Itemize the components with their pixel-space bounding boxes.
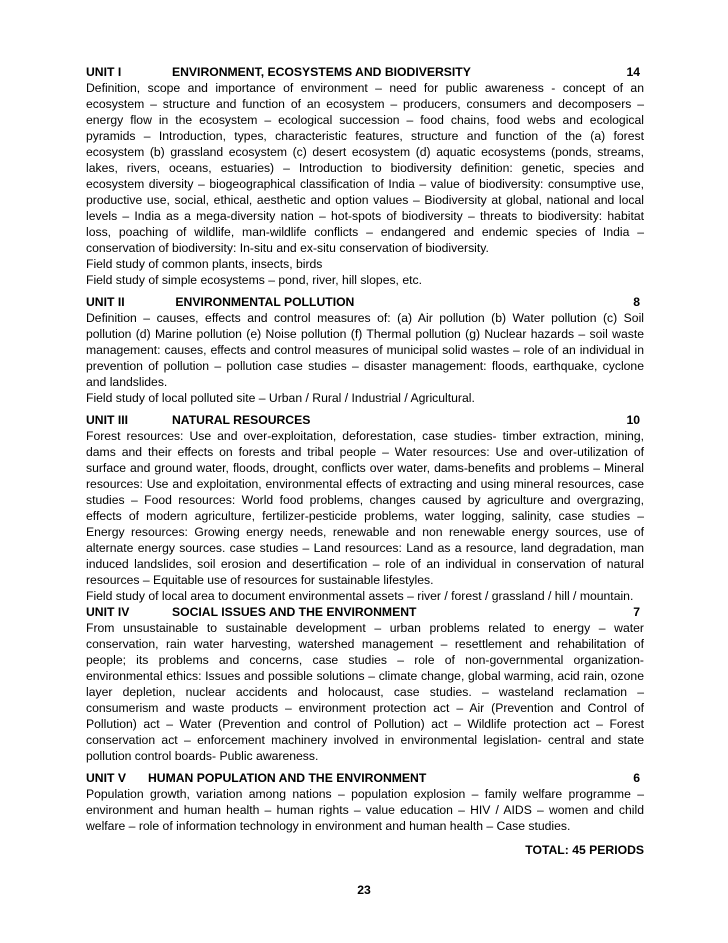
unit-2 xyxy=(86,294,644,406)
unit-title: SOCIAL ISSUES AND THE ENVIRONMENT xyxy=(172,605,417,619)
unit-description: From unsustainable to sustainable development – urban problems related to energy – water conservation, rain water harvesting, watershed management – resettlement and rehabilitation of people; its problems and concerns, case studies – role of non-governmental organization-environmental ethics: Issues and possible solutions – climate change, global warming, acid rain, ozone layer depletion, nuclear accidents and holocaust, case studies. – wasteland reclamation – consumerism and waste products – environment protection act – Air (Prevention and Control of Pollution) act – Water (Prevention and control of Pollution) act – Wildlife protection act – Forest conservation act – enforcement machinery involved in environmental legislation- central and state pollution control boards- Public awareness. xyxy=(86,621,644,763)
unit-number: UNIT IV xyxy=(86,605,130,619)
unit-hours: 10 xyxy=(626,413,640,427)
field-study: Field study of local area to document environmental assets – river / forest / grassland / hill / mountain. xyxy=(86,589,634,603)
unit-hours: 8 xyxy=(633,295,640,309)
unit-hours: 14 xyxy=(626,65,640,79)
field-study: Field study of local polluted site – Urban / Rural / Industrial / Agricultural. xyxy=(86,391,475,405)
unit-3 xyxy=(86,412,644,604)
unit-number: UNIT III xyxy=(86,413,128,427)
unit-heading xyxy=(86,770,644,786)
unit-description: Forest resources: Use and over-exploitation, deforestation, case studies- timber extraction, mining, dams and their effects on forests and tribal people – Water resources: Use and over-utilization of surface and ground water, floods, drought, conflicts over water, dams-benefits and problems – Mineral resources: Use and exploitation, environmental effects of extracting and using mineral resources, case studies – Food resources: World food problems, changes caused by agriculture and overgrazing, effects of modern agriculture, fertilizer-pesticide problems, water logging, salinity, case studies – Energy resources: Growing energy needs, renewable and non renewable energy sources, use of alternate energy sources. case studies – Land resources: Land as a resource, land degradation, man induced landslides, soil erosion and desertification – role of an individual in conservation of natural resources – Equitable use of resources for sustainable lifestyles. xyxy=(86,429,644,587)
unit-description: Definition, scope and importance of environment – need for public awareness - concept of an ecosystem – structure and function of an ecosystem – producers, consumers and decomposers – energy flow in the ecosystem – ecological succession – food chains, food webs and ecological pyramids – Introduction, types, characteristic features, structure and function of the (a) forest ecosystem (b) grassland ecosystem (c) desert ecosystem (d) aquatic ecosystems (ponds, streams, lakes, rivers, oceans, estuaries) – Introduction to biodiversity definition: genetic, species and ecosystem diversity – biogeographical classification of India – value of biodiversity: consumptive use, productive use, social, ethical, aesthetic and option values – Biodiversity at global, national and local levels – India as a mega-diversity nation – hot-spots of biodiversity – threats to biodiversity: habitat loss, poaching of wildlife, man-wildlife conflicts – endangered and endemic species of India – conservation of biodiversity: In-situ and ex-situ conservation of biodiversity. xyxy=(86,81,644,255)
unit-title: NATURAL RESOURCES xyxy=(172,413,311,427)
unit-heading xyxy=(86,604,644,620)
unit-heading xyxy=(86,294,644,310)
unit-number: UNIT II xyxy=(86,295,125,309)
page-number: 23 xyxy=(357,883,371,897)
total-periods: TOTAL: 45 PERIODS xyxy=(525,843,644,857)
unit-4 xyxy=(86,604,644,764)
unit-title: ENVIRONMENT, ECOSYSTEMS AND BIODIVERSITY xyxy=(172,65,471,79)
field-study: Field study of simple ecosystems – pond, river, hill slopes, etc. xyxy=(86,273,422,287)
unit-description: Population growth, variation among nations – population explosion – family welfare programme – environment and human health – human rights – value education – HIV / AIDS – women and child welfare – role of information technology in environment and human health – Case studies. xyxy=(86,787,644,833)
unit-hours: 6 xyxy=(633,771,640,785)
unit-5 xyxy=(86,770,644,834)
unit-number: UNIT I xyxy=(86,65,122,79)
unit-description: Definition – causes, effects and control measures of: (a) Air pollution (b) Water pollution (c) Soil pollution (d) Marine pollution (e) Noise pollution (f) Thermal pollution (g) Nuclear hazards – soil waste management: causes, effects and control measures of municipal solid wastes – role of an individual in prevention of pollution – pollution case studies – disaster management: floods, earthquake, cyclone and landslides. xyxy=(86,311,644,389)
unit-title: HUMAN POPULATION AND THE ENVIRONMENT xyxy=(148,771,427,785)
unit-title: ENVIRONMENTAL POLLUTION xyxy=(172,295,355,309)
unit-heading xyxy=(86,64,644,80)
unit-heading xyxy=(86,412,644,428)
unit-number: UNIT V xyxy=(86,771,126,785)
unit-1 xyxy=(86,64,644,288)
field-study: Field study of common plants, insects, birds xyxy=(86,257,323,271)
syllabus-page xyxy=(86,64,644,858)
unit-hours: 7 xyxy=(633,605,640,619)
